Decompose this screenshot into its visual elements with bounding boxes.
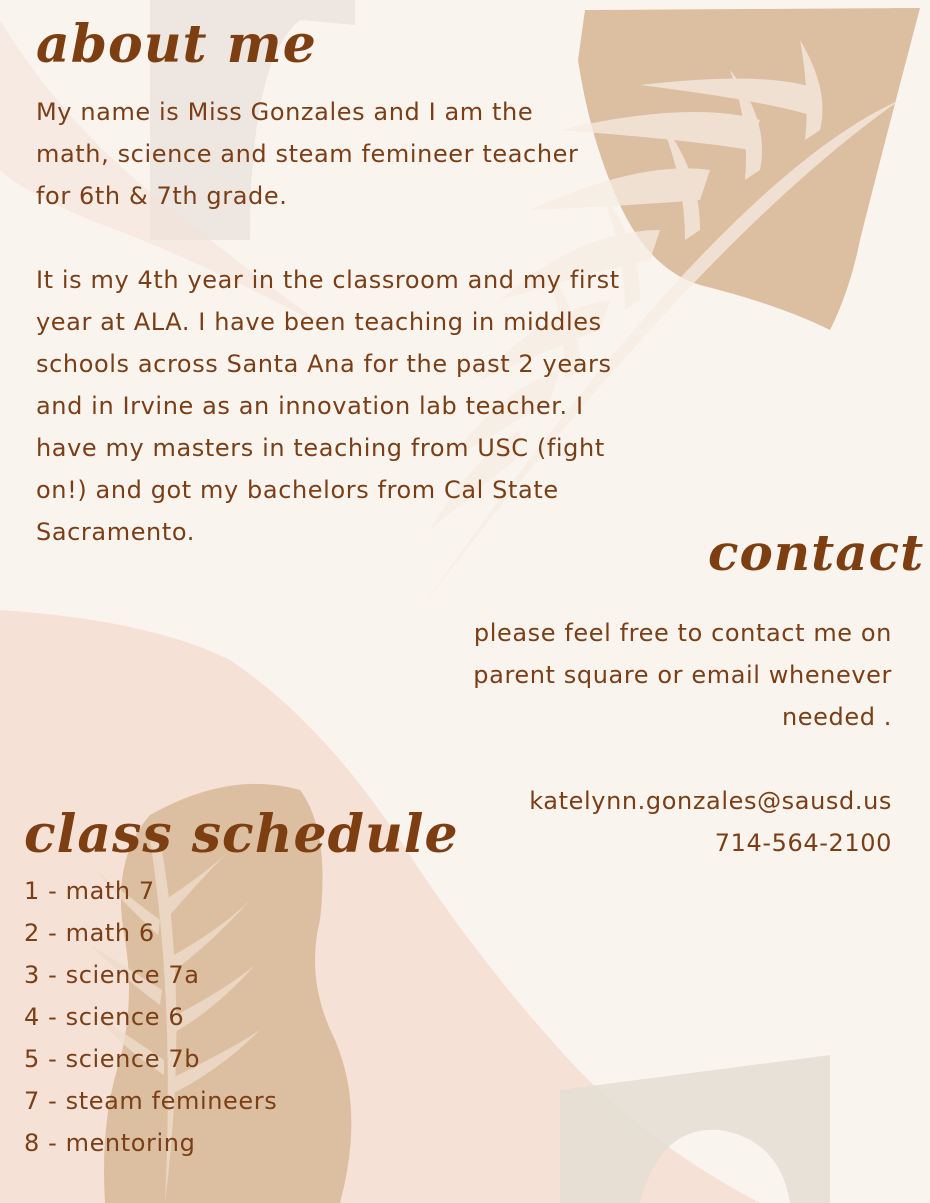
about-paragraph-2: It is my 4th year in the classroom and my first year at ALA. I have been teaching in middles schools across Santa Ana for the past 2 years and in Irvine as an innovation lab teacher. I have my masters in teaching from USC (fight on!) and got my bachelors from Cal State Sacramento. (36, 266, 620, 546)
contact-email[interactable]: katelynn.gonzales@sausd.us (529, 787, 892, 815)
schedule-item: 8 - mentoring (24, 1129, 196, 1157)
schedule-item: 4 - science 6 (24, 1003, 185, 1031)
contact-phone[interactable]: 714-564-2100 (714, 829, 892, 857)
about-heading: about me (36, 14, 317, 75)
about-paragraph-1: My name is Miss Gonzales and I am the math, science and steam femineer teacher for 6th & 7th grade. (36, 98, 579, 210)
schedule-item: 2 - math 6 (24, 919, 155, 947)
contact-heading: contact (708, 523, 925, 582)
contact-message: please feel free to contact me on parent square or email whenever needed . (473, 619, 892, 731)
schedule-item: 1 - math 7 (24, 877, 155, 905)
schedule-item: 3 - science 7a (24, 961, 200, 989)
schedule-heading: class schedule (24, 804, 459, 865)
about-text (36, 91, 646, 553)
schedule-item: 7 - steam femineers (24, 1087, 278, 1115)
contact-info (452, 612, 892, 864)
schedule-list (24, 870, 424, 1164)
schedule-item: 5 - science 7b (24, 1045, 201, 1073)
